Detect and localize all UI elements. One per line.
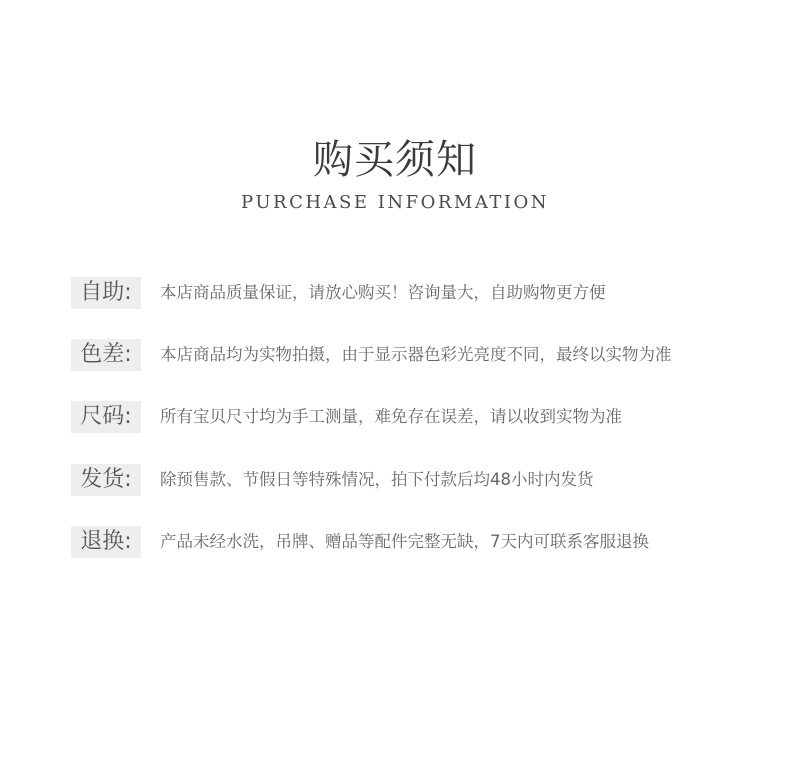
notice-text: 除预售款、节假日等特殊情况，拍下付款后均48小时内发货	[160, 470, 594, 489]
page-subtitle: PURCHASE INFORMATION	[241, 192, 549, 213]
notice-row-shipping	[71, 464, 771, 496]
notice-row-self-service	[71, 277, 771, 309]
notice-label: 发货:	[71, 464, 141, 496]
notice-row-color-difference	[71, 339, 771, 371]
page-title: 购买须知	[313, 137, 477, 183]
notice-label: 尺码:	[71, 401, 141, 433]
notice-row-size	[71, 401, 771, 433]
notice-text: 所有宝贝尺寸均为手工测量，难免存在误差，请以收到实物为准	[160, 407, 622, 426]
notice-label: 退换:	[71, 526, 141, 558]
notice-row-returns	[71, 526, 771, 558]
notice-text: 本店商品质量保证，请放心购买！咨询量大，自助购物更方便	[160, 283, 606, 302]
notice-text: 本店商品均为实物拍摄，由于显示器色彩光亮度不同，最终以实物为准	[160, 345, 672, 364]
notice-text: 产品未经水洗，吊牌、赠品等配件完整无缺，7天内可联系客服退换	[160, 532, 649, 551]
notice-label: 色差:	[71, 339, 141, 371]
notice-label: 自助:	[71, 277, 141, 309]
